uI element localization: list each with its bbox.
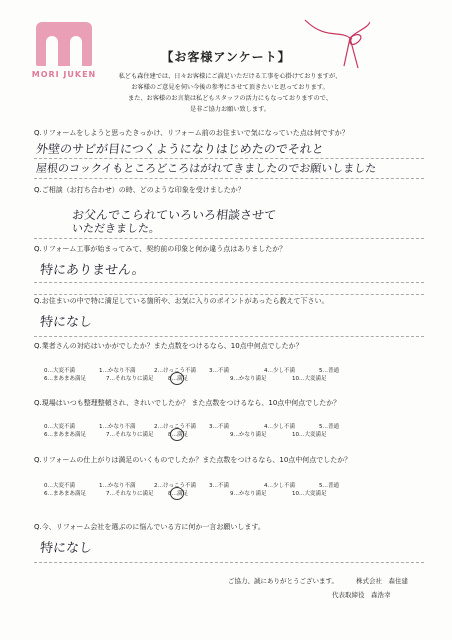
scale-option: 8…満足 bbox=[168, 432, 188, 438]
answer-line bbox=[34, 178, 424, 179]
scale-option: 1…かなり不満 bbox=[99, 368, 136, 374]
answer-8: 特になし bbox=[39, 541, 93, 556]
rating-circle bbox=[170, 487, 184, 500]
answer-line bbox=[34, 336, 424, 337]
scale-option: 9…かなり満足 bbox=[230, 491, 267, 497]
scale-option: 9…かなり満足 bbox=[230, 432, 267, 438]
answer-line bbox=[34, 238, 424, 239]
scale-option: 5…普通 bbox=[319, 483, 339, 489]
answer-line bbox=[34, 562, 424, 563]
logo-text: MORI JUKEN bbox=[31, 70, 97, 79]
company-name: 株式会社 森住建 bbox=[356, 577, 408, 585]
rating-circle bbox=[170, 428, 184, 441]
answer-3: 特にありません。 bbox=[39, 263, 146, 278]
page-title: 【お客様アンケート】 bbox=[161, 50, 291, 64]
scale-option: 3…不満 bbox=[209, 483, 229, 489]
scale-option: 10…大変満足 bbox=[292, 376, 327, 382]
question-3: Q.リフォーム工事が始まってみて、契約前の印象と何か違う点はありましたか？ bbox=[34, 245, 287, 253]
scale-option: 8…満足 bbox=[168, 376, 188, 382]
answer-1-line-1: 外壁のサビが目につくようになりはじめたのでそれと bbox=[35, 142, 325, 156]
scale-option: 5…普通 bbox=[319, 368, 339, 374]
intro-line: 是非ご協力お願い致します。 bbox=[190, 106, 270, 113]
answer-line bbox=[34, 282, 424, 283]
scale-option: 0…大変不満 bbox=[44, 424, 75, 430]
scale-option: 7…それなりに満足 bbox=[106, 376, 154, 382]
answer-line bbox=[34, 158, 424, 159]
scale-option: 6…まあまあ満足 bbox=[44, 376, 86, 382]
question-6: Q.現場はいつも整理整頓され、きれいでしたか？ また点数をつけるなら、10点中何点でしたか？ bbox=[34, 399, 341, 407]
rating-scale bbox=[44, 367, 374, 383]
scale-option: 7…それなりに満足 bbox=[106, 491, 154, 497]
question-5: Q.業者さんの対応はいかがでしたか？また点数をつけるなら、10点中何点でしたか？ bbox=[34, 342, 303, 350]
intro-line: 私ども森住建では、日々お客様にご満足いただける工事を心掛けておりますが、 bbox=[118, 73, 342, 80]
representative: 代表取締役 森浩幸 bbox=[332, 591, 391, 599]
scale-option: 5…普通 bbox=[319, 424, 339, 430]
scale-option: 8…満足 bbox=[168, 491, 188, 497]
answer-2-line-2: いただきました。 bbox=[71, 222, 161, 235]
scale-option: 2…けっこう不満 bbox=[154, 424, 196, 430]
scale-option: 0…大変不満 bbox=[44, 368, 75, 374]
answer-1-line-2: 屋根のコックイもところどころはがれてきましたのでお願いしました bbox=[35, 162, 377, 175]
question-7: Q.リフォームの仕上がりは満足のいくものでしたか？また点数をつけるなら、10点中何点でしたか？ bbox=[34, 456, 352, 464]
scale-option: 10…大変満足 bbox=[292, 432, 327, 438]
scale-option: 9…かなり満足 bbox=[230, 376, 267, 382]
intro-line: お客様のご意見を伺い今後の参考にさせて頂きたいと思っております。 bbox=[131, 84, 329, 91]
scale-option: 1…かなり不満 bbox=[99, 483, 136, 489]
scale-option: 3…不満 bbox=[209, 424, 229, 430]
scale-option: 1…かなり不満 bbox=[99, 424, 136, 430]
scale-option: 3…不満 bbox=[209, 368, 229, 374]
rating-circle bbox=[170, 372, 184, 385]
scale-option: 0…大変不満 bbox=[44, 483, 75, 489]
question-4: Q.お住まいの中で特に満足している箇所や、お気に入りのポイントがあったら教えて下さい。 bbox=[34, 297, 329, 305]
scale-option: 4…少し不満 bbox=[264, 368, 295, 374]
scale-option: 4…少し不満 bbox=[264, 483, 295, 489]
scale-option: 2…けっこう不満 bbox=[154, 483, 196, 489]
question-8: Q.今、リフォーム会社を選ぶのに悩んでいる方に何か一言お願いします。 bbox=[34, 523, 265, 531]
rating-scale bbox=[44, 482, 374, 498]
scale-option: 6…まあまあ満足 bbox=[44, 432, 86, 438]
answer-2-line-1: お父んでこられていろいろ相談させて bbox=[71, 208, 277, 222]
scale-option: 6…まあまあ満足 bbox=[44, 491, 86, 497]
intro-line: また、お客様のお言葉は私どもスタッフの活力にもなっておりますので、 bbox=[127, 95, 333, 102]
scale-option: 4…少し不満 bbox=[264, 424, 295, 430]
intro-text bbox=[40, 72, 420, 116]
question-1: Q.リフォームをしようと思ったきっかけ、リフォーム前のお住まいで気になっていた点は何ですか？ bbox=[34, 129, 349, 137]
closing-thanks: ご協力、誠にありがとうございます。 bbox=[228, 577, 338, 585]
scale-option: 7…それなりに満足 bbox=[106, 432, 154, 438]
rating-scale bbox=[44, 423, 374, 439]
scale-option: 2…けっこう不満 bbox=[154, 368, 196, 374]
scale-option: 10…大変満足 bbox=[292, 491, 327, 497]
answer-line bbox=[34, 294, 424, 295]
answer-4: 特になし bbox=[39, 315, 93, 330]
question-2: Q.ご相談（お打ち合わせ）の時、どのような印象を受けましたか？ bbox=[34, 186, 245, 194]
